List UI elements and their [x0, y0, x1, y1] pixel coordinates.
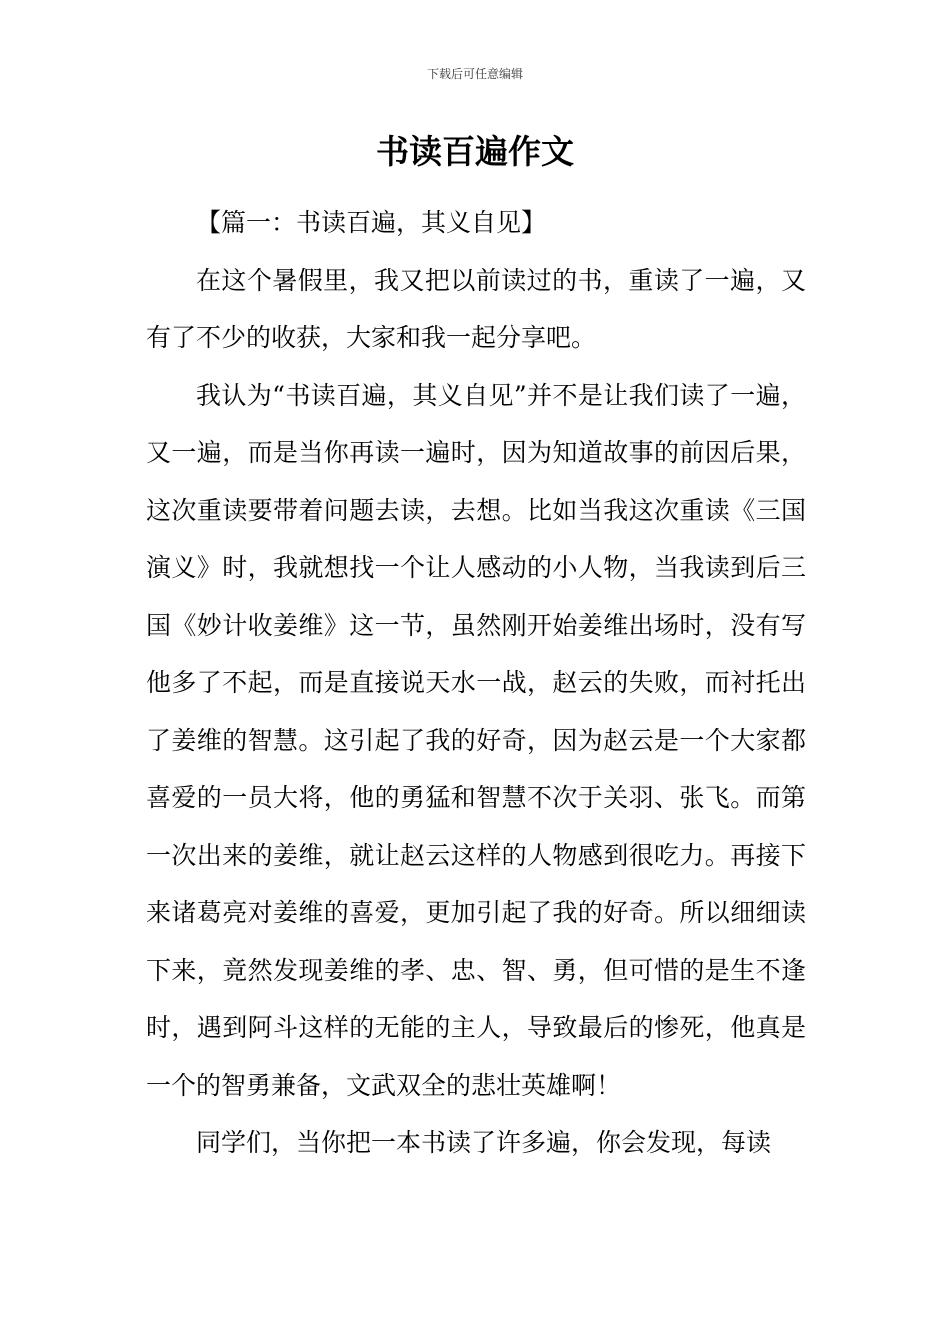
paragraph-main: 我认为“书读百遍，其义自见”并不是让我们读了一遍，又一遍，而是当你再读一遍时，因为知道故事的前因后果，这次重读要带着问题去读，去想。比如当我这次重读《三国演义》时，我就想找一个让人感动的小人物，当我读到后三国《妙计收姜维》这一节，虽然刚开始姜维出场时，没有写他多了不起，而是直接说天水一战，赵云的失败，而衬托出了姜维的智慧。这引起了我的好奇，因为赵云是一个大家都喜爱的一员大将，他的勇猛和智慧不次于关羽、张飞。而第一次出来的姜维，就让赵云这样的人物感到很吃力。再接下来诸葛亮对姜维的喜爱，更加引起了我的好奇。所以细细读下来，竟然发现姜维的孝、忠、智、勇，但可惜的是生不逢时，遇到阿斗这样的无能的主人，导致最后的惨死，他真是一个的智勇兼备，文武双全的悲壮英雄啊！: [146, 380, 806, 1100]
paragraph-intro: 在这个暑假里，我又把以前读过的书，重读了一遍，又有了不少的收获，大家和我一起分享吧。: [146, 265, 806, 352]
header-note: 下载后可任意编辑: [426, 67, 523, 81]
section-heading: 【篇一：书读百遍，其义自见】: [196, 208, 547, 237]
document-body: [146, 194, 806, 1172]
document-title: 书读百遍作文: [376, 132, 574, 171]
paragraph-closing: 同学们，当你把一本书读了许多遍，你会发现，每读: [196, 1128, 772, 1157]
